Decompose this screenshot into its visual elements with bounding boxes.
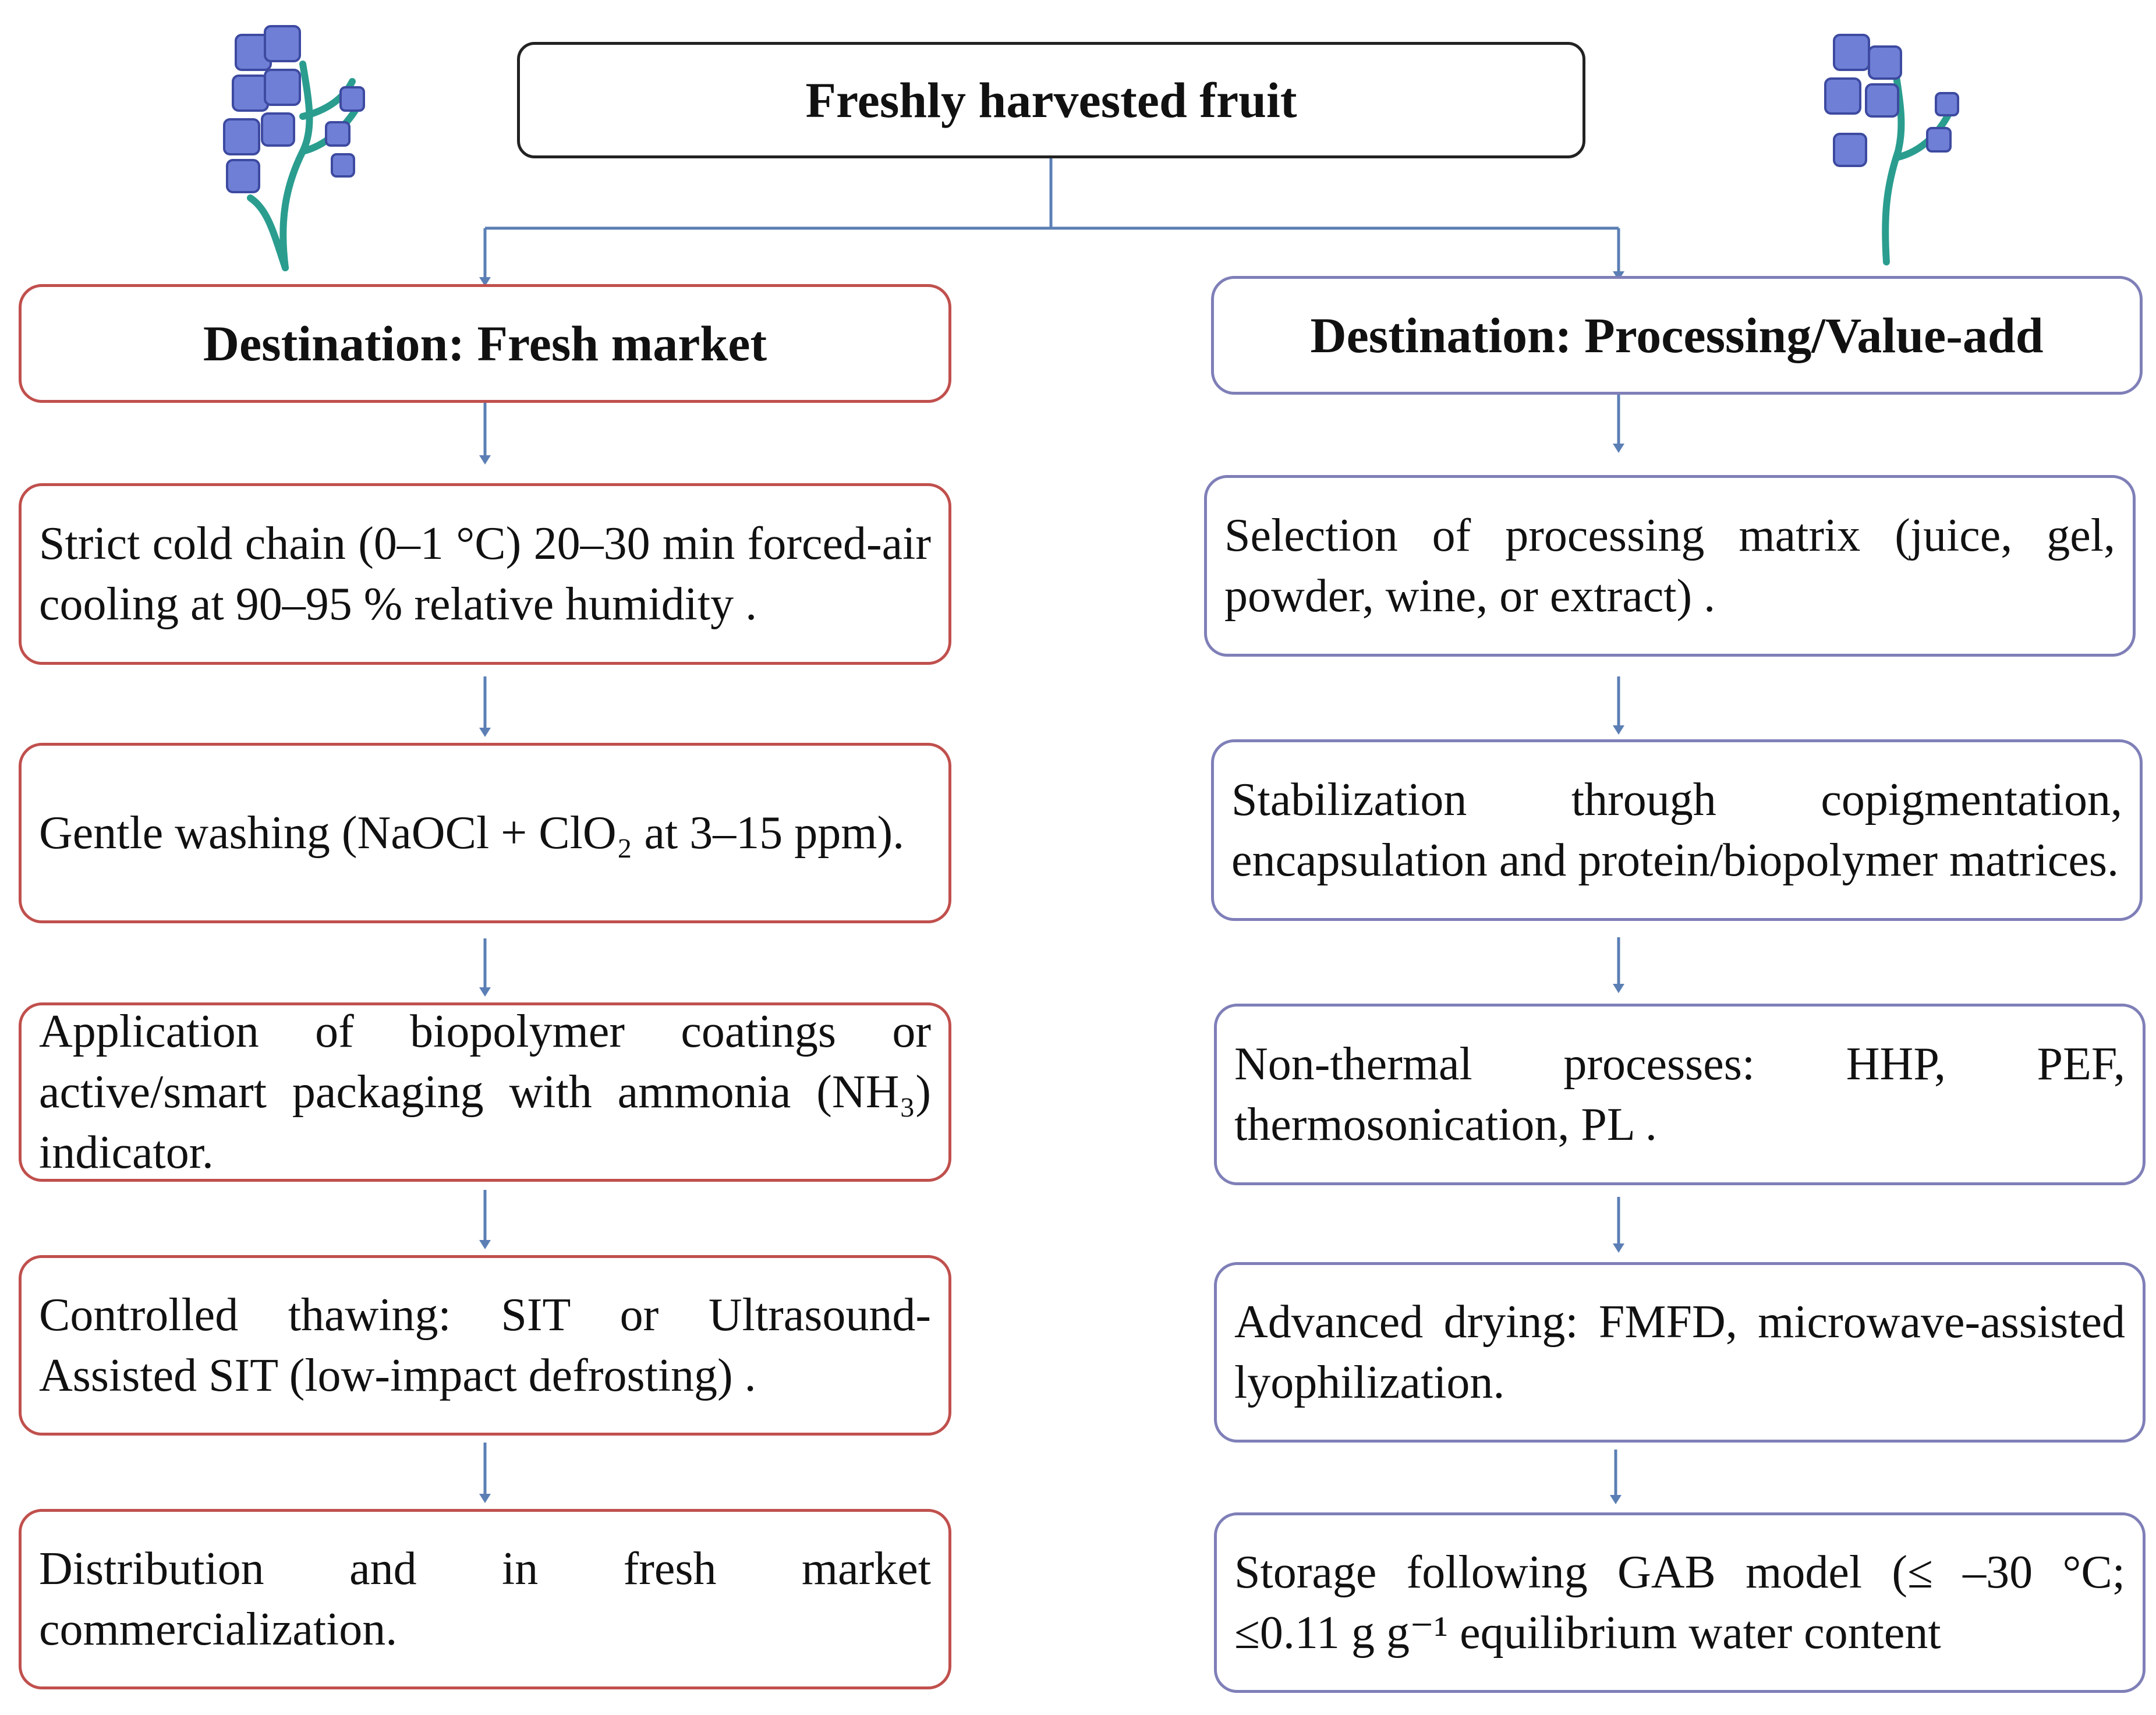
- right-step-1: Selection of processing matrix (juice, gel, powder, wine, or extract) .: [1204, 475, 2136, 657]
- left-step-1: Strict cold chain (0–1 °C) 20–30 min forced-air cooling at 90–95 % relative humidity .: [19, 483, 951, 665]
- root-node: [517, 42, 1585, 158]
- right-step-5: Storage following GAB model (≤ –30 °C; ≤0.11 g g⁻¹ equilibrium water content: [1214, 1512, 2146, 1693]
- right-header-label: Destination: Processing/Value-add: [1310, 307, 2044, 363]
- left-step-3: Application of biopolymer coatings or active/smart packaging with ammonia (NH₃) indicator.: [19, 1002, 951, 1182]
- left-header-box: [19, 284, 951, 403]
- root-label: Freshly harvested fruit: [805, 72, 1297, 128]
- right-header-box: [1211, 276, 2143, 395]
- right-step-4: Advanced drying: FMFD, microwave-assisted lyophilization.: [1214, 1262, 2146, 1443]
- left-step-4: Controlled thawing: SIT or Ultrasound-Assisted SIT (low-impact defrosting) .: [19, 1255, 951, 1436]
- left-step-5: Distribution and in fresh market commercialization.: [19, 1509, 951, 1689]
- blue-flower-icon-right: [1817, 23, 1968, 268]
- right-step-2: Stabilization through copigmentation, encapsulation and protein/biopolymer matrices.: [1211, 739, 2143, 921]
- blue-flower-icon-left: [215, 12, 378, 274]
- right-step-3: Non-thermal processes: HHP, PEF, thermosonication, PL .: [1214, 1004, 2146, 1185]
- left-header-label: Destination: Fresh market: [203, 316, 767, 371]
- left-step-2: Gentle washing (NaOCl + ClO₂ at 3–15 ppm).: [19, 743, 951, 923]
